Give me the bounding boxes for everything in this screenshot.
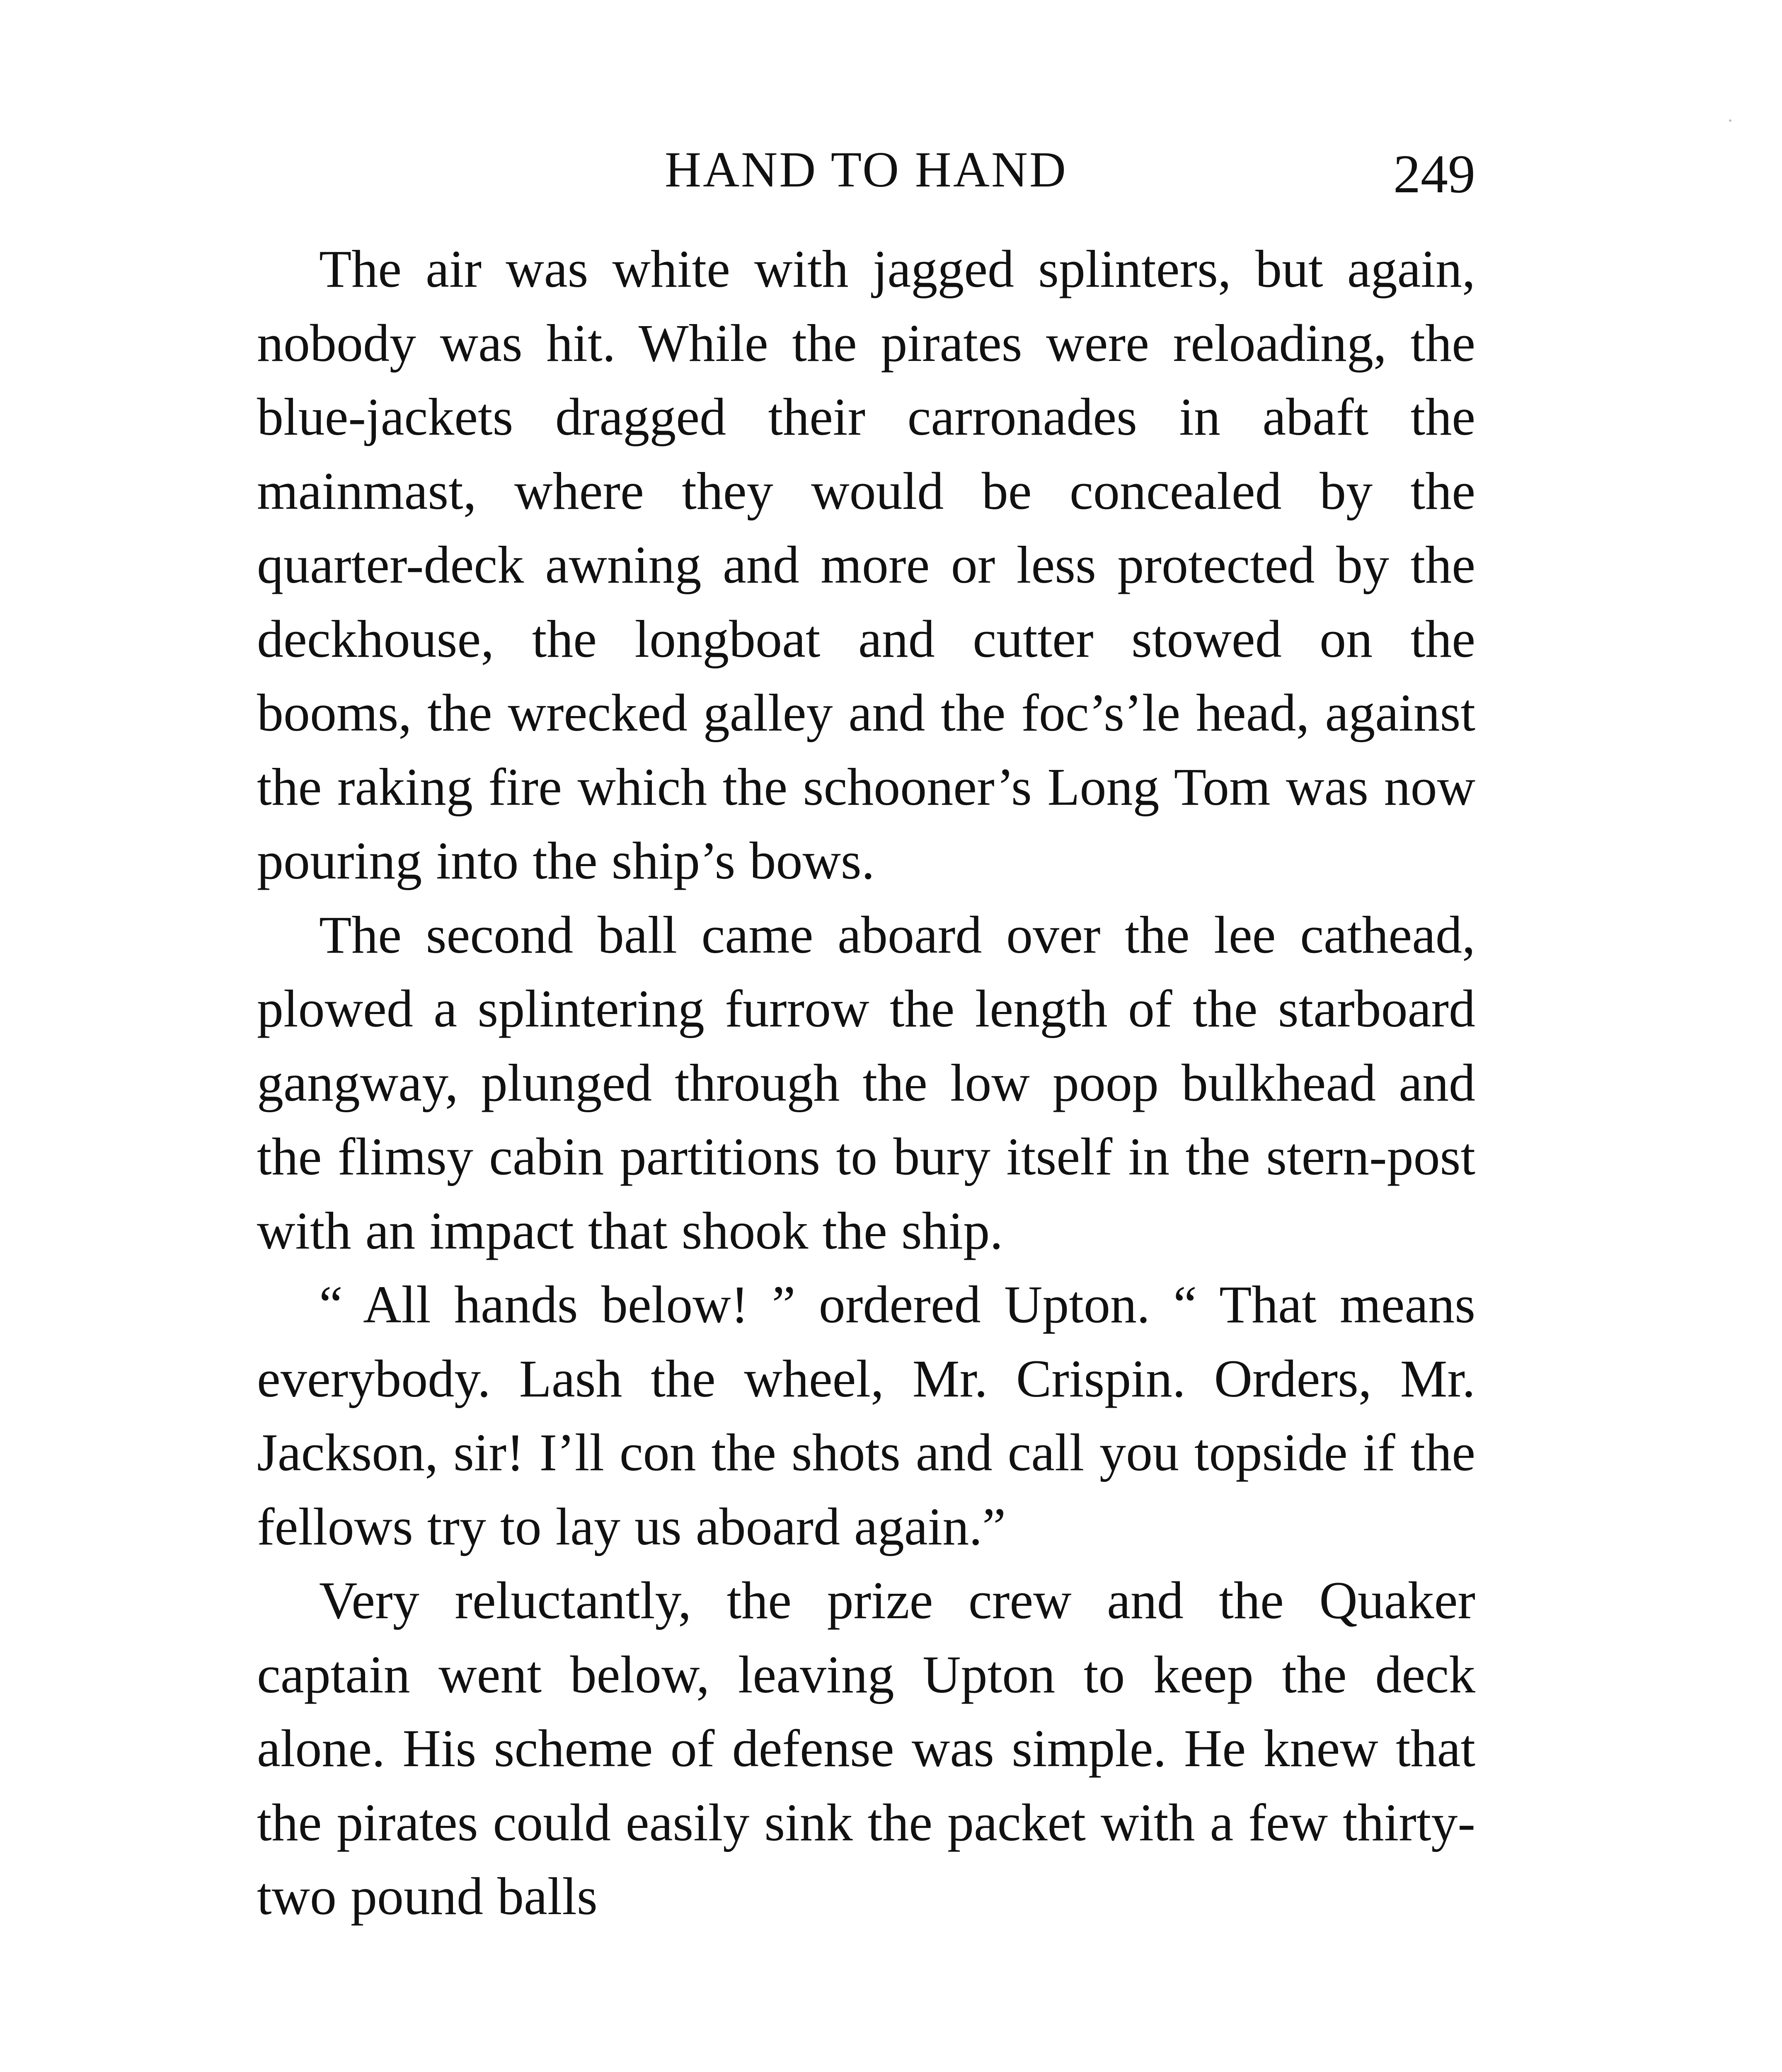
scan-speck	[1729, 119, 1731, 122]
paragraph-3: “ All hands below! ” ordered Upton. “ That means everybody. Lash the wheel, Mr. Crispin. Orders, Mr. Jackson, sir! I’ll con the shots and call you topside if the fellows try to lay us aboard again.”	[257, 1275, 1475, 1556]
running-title: HAND TO HAND	[664, 142, 1068, 198]
running-head	[257, 137, 1475, 203]
page-number: 249	[1393, 143, 1475, 204]
paragraph-1: The air was white with jagged splinters, but again, nobody was hit. While the pirates were reloading, the blue-jackets dragged their carronades in abaft the mainmast, where they would be concealed by the quarter-deck awning and more or less protected by the deckhouse, the longboat and cutter stowed on the booms, the wrecked galley and the foc’s’le head, against the raking fire which the schooner’s Long Tom was now pouring into the ship’s bows.	[257, 240, 1475, 890]
paragraph-4: Very reluctantly, the prize crew and the Quaker captain went below, leaving Upton to keep the deck alone. His scheme of defense was simple. He knew that the pirates could easily sink the packet with a few thirty-two pound balls	[257, 1571, 1475, 1926]
paragraph-2: The second ball came aboard over the lee cathead, plowed a splintering furrow the length of the starboard gangway, plunged through the low poop bulkhead and the flimsy cabin partitions to bury itself in the stern-post with an impact that shook the ship.	[257, 905, 1475, 1260]
body-text	[257, 232, 1475, 1934]
